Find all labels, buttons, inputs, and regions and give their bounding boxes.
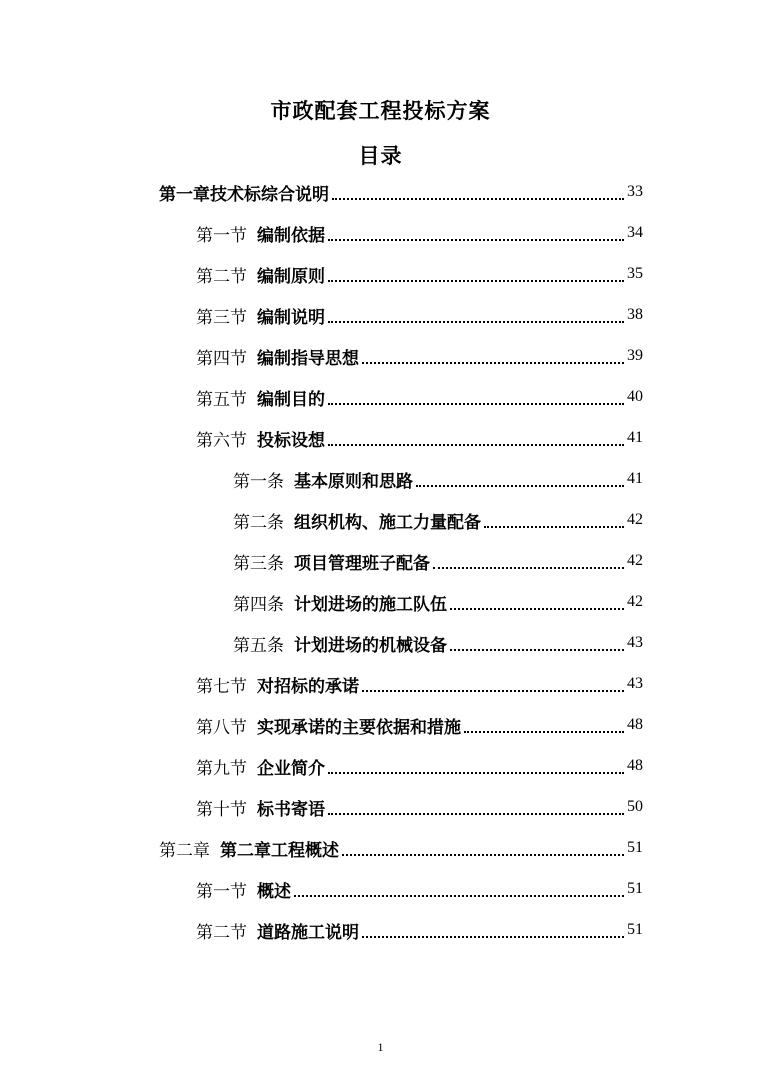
toc-entry-number: 第十节 bbox=[196, 799, 247, 820]
toc-page-number: 42 bbox=[627, 593, 643, 610]
toc-entry-text: 编制指导思想 bbox=[257, 348, 359, 369]
dot-leader bbox=[433, 557, 624, 569]
toc-entry-number: 第二条 bbox=[233, 512, 284, 533]
toc-entry-number: 第五节 bbox=[196, 389, 247, 410]
dot-leader bbox=[328, 270, 624, 282]
toc-entry[interactable] bbox=[196, 869, 643, 909]
toc-entry[interactable] bbox=[196, 705, 643, 745]
toc-page-number: 51 bbox=[627, 921, 643, 938]
dot-leader bbox=[328, 311, 624, 323]
toc-entry-number: 第六节 bbox=[196, 430, 247, 451]
toc-entry-chapter-2[interactable] bbox=[159, 828, 643, 868]
toc-entry[interactable] bbox=[196, 910, 643, 950]
toc-entry-number: 第二节 bbox=[196, 266, 247, 287]
toc-entry[interactable] bbox=[196, 213, 643, 253]
page-number: 1 bbox=[377, 1040, 384, 1054]
toc-entry-text: 计划进场的机械设备 bbox=[294, 635, 447, 656]
toc-page-number: 48 bbox=[627, 716, 643, 733]
toc-entry[interactable] bbox=[196, 254, 643, 294]
toc-entry-text: 对招标的承诺 bbox=[257, 676, 359, 697]
toc-page-number: 43 bbox=[627, 634, 643, 651]
toc-entry-text: 标书寄语 bbox=[257, 799, 325, 820]
toc-entry-text: 实现承诺的主要依据和措施 bbox=[257, 717, 461, 738]
toc-page-number: 48 bbox=[627, 757, 643, 774]
dot-leader bbox=[328, 762, 624, 774]
dot-leader bbox=[294, 885, 624, 897]
dot-leader bbox=[328, 229, 624, 241]
toc-entry-text: 第二章工程概述 bbox=[220, 840, 339, 861]
dot-leader bbox=[342, 844, 624, 856]
dot-leader bbox=[484, 516, 624, 528]
toc-entry-text: 编制目的 bbox=[257, 389, 325, 410]
toc-page-number: 43 bbox=[627, 675, 643, 692]
toc-entry[interactable] bbox=[233, 623, 643, 663]
toc-entry-number: 第四节 bbox=[196, 348, 247, 369]
toc-entry[interactable] bbox=[196, 418, 643, 458]
toc-entry-number: 第一条 bbox=[233, 471, 284, 492]
toc-entry-text: 基本原则和思路 bbox=[294, 471, 413, 492]
toc-entry-text: 道路施工说明 bbox=[257, 922, 359, 943]
toc-entry-text: 编制说明 bbox=[257, 307, 325, 328]
toc-entry-number: 第三条 bbox=[233, 553, 284, 574]
toc-entry-text: 概述 bbox=[257, 881, 291, 902]
toc-entry[interactable] bbox=[196, 336, 643, 376]
dot-leader bbox=[450, 598, 624, 610]
toc-entry-number: 第四条 bbox=[233, 594, 284, 615]
dot-leader bbox=[450, 639, 624, 651]
toc-entry-number: 第一节 bbox=[196, 881, 247, 902]
toc-page-number: 42 bbox=[627, 552, 643, 569]
toc-entry-number: 第八节 bbox=[196, 717, 247, 738]
dot-leader bbox=[464, 721, 624, 733]
toc-entry[interactable] bbox=[196, 664, 643, 704]
toc-entry[interactable] bbox=[233, 541, 643, 581]
toc-entry[interactable] bbox=[196, 746, 643, 786]
dot-leader bbox=[416, 475, 624, 487]
toc-entry-text: 编制原则 bbox=[257, 266, 325, 287]
toc-page-number: 38 bbox=[627, 306, 643, 323]
toc-entry-number: 第七节 bbox=[196, 676, 247, 697]
dot-leader bbox=[328, 434, 624, 446]
toc-entry-text: 企业简介 bbox=[257, 758, 325, 779]
toc-entry-text: 组织机构、施工力量配备 bbox=[294, 512, 481, 533]
toc-page-number: 34 bbox=[627, 224, 643, 241]
toc-entry-text: 第一章技术标综合说明 bbox=[159, 184, 329, 205]
toc-page-number: 33 bbox=[627, 183, 643, 200]
toc-entry[interactable] bbox=[233, 582, 643, 622]
toc-entry-number: 第三节 bbox=[196, 307, 247, 328]
toc-entry-number: 第二节 bbox=[196, 922, 247, 943]
toc-page-number: 50 bbox=[627, 798, 643, 815]
dot-leader bbox=[362, 926, 624, 938]
dot-leader bbox=[362, 352, 624, 364]
document-title: 市政配套工程投标方案 bbox=[270, 99, 491, 123]
toc-entry-number: 第五条 bbox=[233, 635, 284, 656]
toc-entry[interactable] bbox=[196, 295, 643, 335]
toc-page-number: 39 bbox=[627, 347, 643, 364]
toc-entry[interactable] bbox=[233, 459, 643, 499]
toc-entry-number: 第九节 bbox=[196, 758, 247, 779]
dot-leader bbox=[328, 803, 624, 815]
toc-entry-text: 计划进场的施工队伍 bbox=[294, 594, 447, 615]
toc-entry-text: 投标设想 bbox=[257, 430, 325, 451]
toc-page-number: 42 bbox=[627, 511, 643, 528]
toc-page-number: 40 bbox=[627, 388, 643, 405]
toc-entry-text: 项目管理班子配备 bbox=[294, 553, 430, 574]
toc-page-number: 35 bbox=[627, 265, 643, 282]
toc-page-number: 41 bbox=[627, 429, 643, 446]
toc-entry-number: 第一节 bbox=[196, 225, 247, 246]
toc-entry[interactable] bbox=[196, 787, 643, 827]
toc-heading: 目录 bbox=[358, 144, 403, 168]
toc-entry-text: 编制依据 bbox=[257, 225, 325, 246]
table-of-contents bbox=[0, 172, 761, 972]
dot-leader bbox=[332, 188, 624, 200]
toc-entry[interactable] bbox=[233, 500, 643, 540]
toc-page-number: 51 bbox=[627, 839, 643, 856]
toc-page-number: 51 bbox=[627, 880, 643, 897]
toc-entry-chapter-1[interactable] bbox=[159, 172, 643, 212]
toc-page-number: 41 bbox=[627, 470, 643, 487]
toc-entry-number: 第二章 bbox=[159, 840, 210, 861]
dot-leader bbox=[362, 680, 624, 692]
dot-leader bbox=[328, 393, 624, 405]
toc-entry[interactable] bbox=[196, 377, 643, 417]
